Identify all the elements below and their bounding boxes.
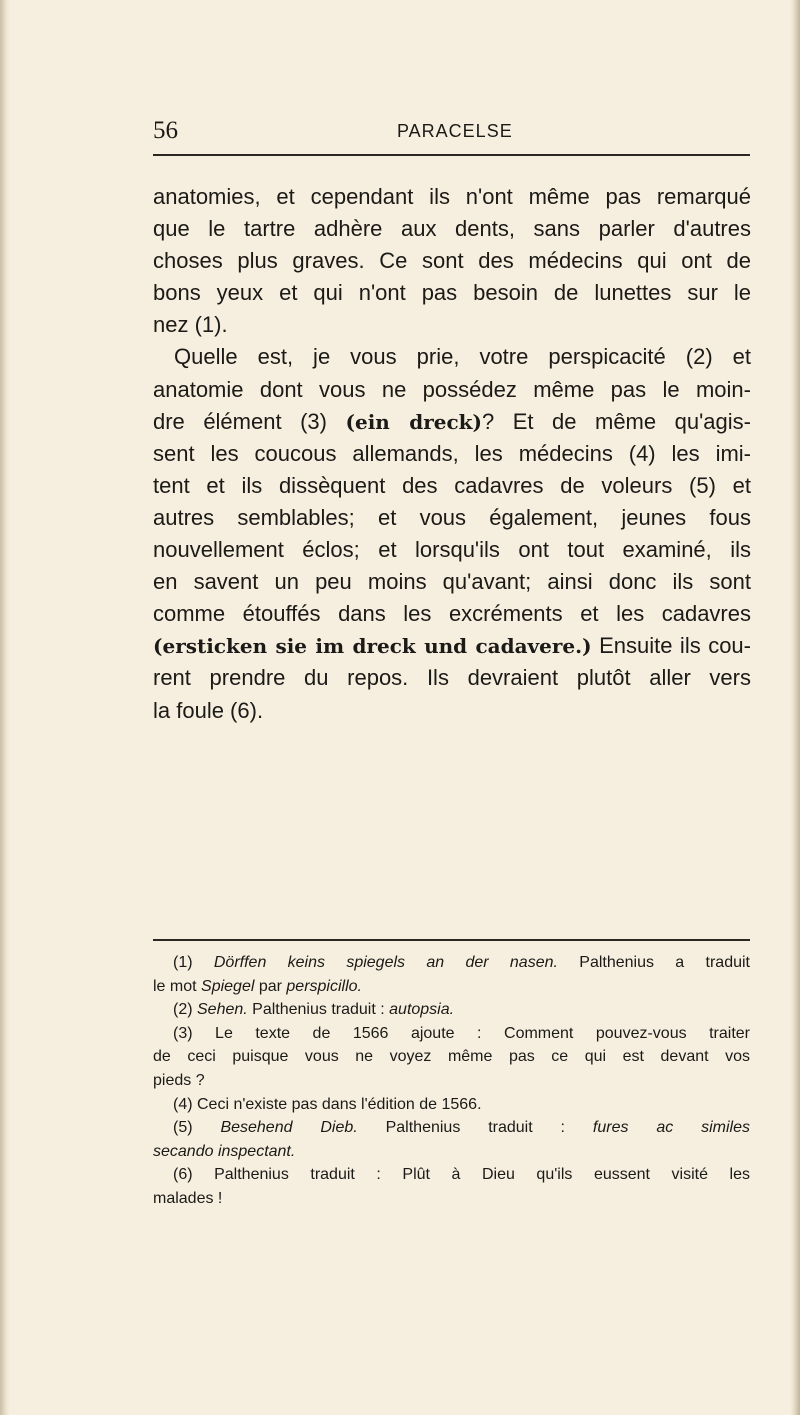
footnote-italic: Sehen. xyxy=(197,1001,248,1019)
footnote-3-cont: pieds ? xyxy=(153,1071,205,1089)
footnote-3: (3) Le texte de 1566 ajoute : Comment pouvez-vous traiter xyxy=(173,1024,750,1042)
running-title: PARACELSE xyxy=(397,121,513,141)
text-line: comme étouffés dans les excréments et les cadavres xyxy=(153,601,751,627)
footnote-1-cont xyxy=(153,975,750,999)
text-line xyxy=(153,630,751,662)
footnote-rule xyxy=(153,939,750,941)
page-number: 56 xyxy=(153,117,178,144)
footnote-4: (4) Ceci n'existe pas dans l'édition de 1566. xyxy=(173,1095,482,1113)
footnote-italic: fures ac similes xyxy=(592,1119,751,1137)
text-segment: dre élément (3) xyxy=(153,408,346,434)
footnote-text: par xyxy=(254,977,287,995)
footnote-1 xyxy=(153,951,750,975)
footnote-number: (5) xyxy=(173,1119,221,1137)
text-line: nouvellement éclos; et lorsqu'ils ont tout examiné, ils xyxy=(153,537,751,563)
footnote-italic: secando inspectant. xyxy=(153,1142,296,1160)
footnote-text: Palthenius traduit : xyxy=(247,1001,390,1019)
footnote-text: le mot xyxy=(153,977,202,995)
text-line: bons yeux et qui n'ont pas besoin de lunettes sur le xyxy=(153,280,751,306)
german-quote: (ersticken sie im dreck und cadavere.) xyxy=(153,634,592,659)
footnote-number: (2) xyxy=(173,1001,197,1019)
text-segment: Ensuite ils cou- xyxy=(591,633,751,659)
page-edge-right xyxy=(790,0,800,1415)
text-line: nez (1). xyxy=(153,312,228,338)
footnote-text: Palthenius traduit : xyxy=(357,1119,593,1137)
footnote-italic: Dörffen keins spiegels an der nasen. xyxy=(213,954,558,971)
footnote-italic: Spiegel xyxy=(201,977,255,995)
german-quote: (ein dreck) xyxy=(345,409,482,434)
page-header xyxy=(153,115,750,149)
footnotes xyxy=(153,951,750,1211)
page-edge-left xyxy=(0,0,10,1415)
text-line: anatomie dont vous ne possédez même pas le moin- xyxy=(153,376,751,402)
footnote-2 xyxy=(153,998,750,1022)
footnote-italic: autopsia. xyxy=(389,1001,455,1019)
text-segment: ? Et de même qu'agis- xyxy=(481,408,751,434)
text-line: la foule (6). xyxy=(153,697,264,723)
text-line: sent les coucous allemands, les médecins (4) les imi- xyxy=(153,440,751,466)
text-line xyxy=(153,406,751,438)
footnote-5-cont xyxy=(153,1140,750,1164)
text-line: anatomies, et cependant ils n'ont même pas remarqué xyxy=(153,184,751,209)
footnote-3-cont: de ceci puisque vous ne voyez même pas ce qui est devant vos xyxy=(153,1048,750,1066)
header-rule xyxy=(153,154,750,156)
text-line: que le tartre adhère aux dents, sans parler d'autres xyxy=(153,216,751,242)
footnote-5 xyxy=(153,1116,750,1140)
footnote-italic: perspicillo. xyxy=(286,977,362,995)
footnote-italic: Besehend Dieb. xyxy=(220,1119,358,1137)
footnote-6-cont: malades ! xyxy=(153,1189,223,1207)
body-text xyxy=(153,181,751,727)
text-line: choses plus graves. Ce sont des médecins qui ont de xyxy=(153,248,751,274)
text-line: autres semblables; et vous également, jeunes fous xyxy=(153,504,751,530)
footnote-number: (1) xyxy=(173,954,214,971)
text-line: rent prendre du repos. Ils devraient plutôt aller vers xyxy=(153,665,751,691)
footnote-text: Palthenius a traduit xyxy=(557,954,750,971)
text-line: en savent un peu moins qu'avant; ainsi donc ils sont xyxy=(153,569,751,595)
text-line: Quelle est, je vous prie, votre perspicacité (2) et xyxy=(174,344,751,370)
footnote-6: (6) Palthenius traduit : Plût à Dieu qu'ils eussent visité les xyxy=(173,1166,750,1184)
text-line: tent et ils dissèquent des cadavres de voleurs (5) et xyxy=(153,472,751,498)
